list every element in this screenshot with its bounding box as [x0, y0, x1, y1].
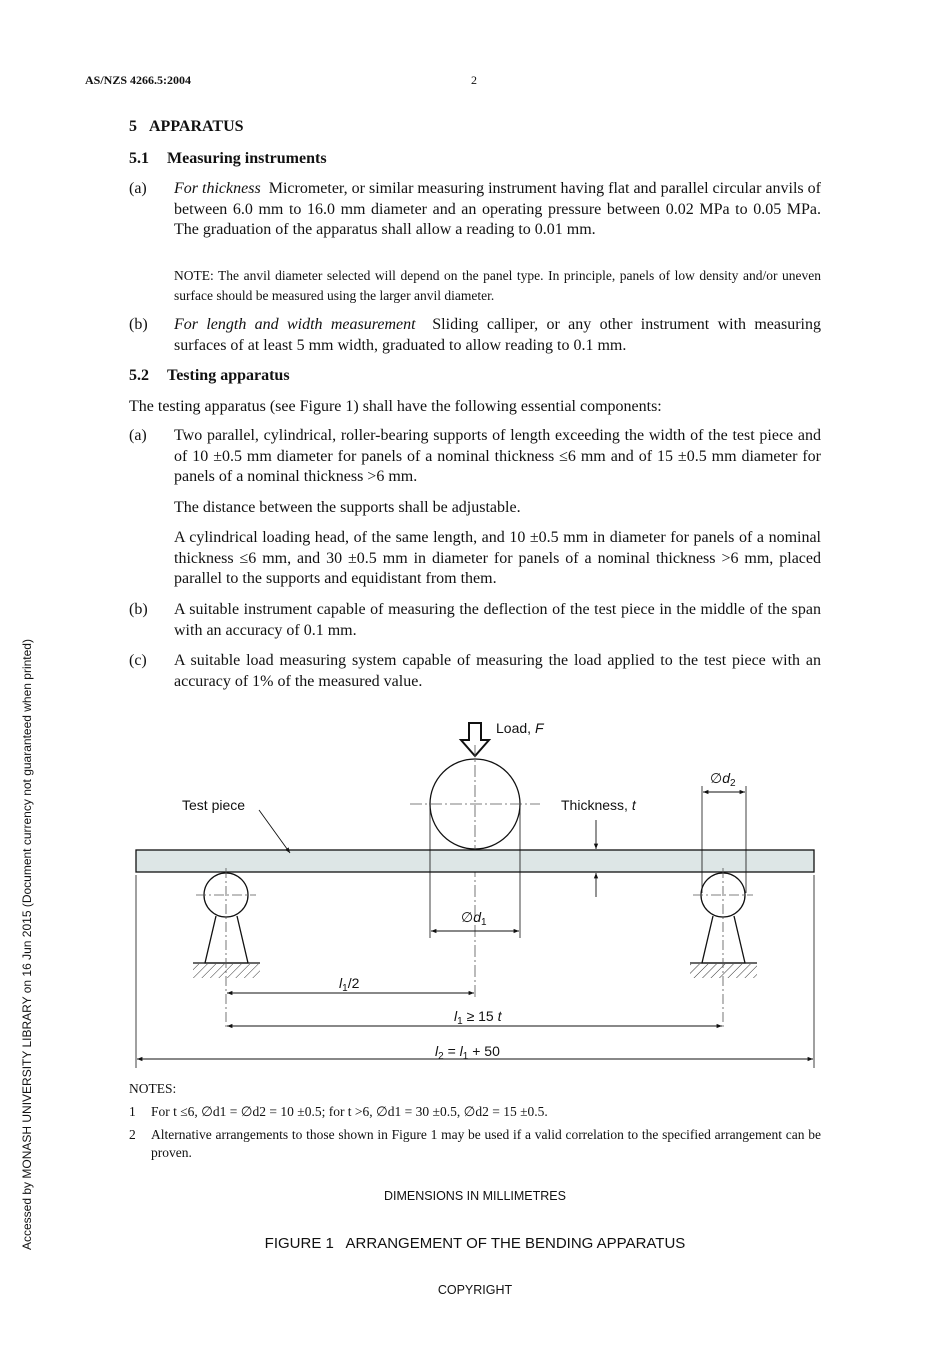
- d2-label: $\emptyset d_2$: [710, 770, 736, 789]
- subsection-number: 5.1: [129, 150, 149, 167]
- note-text: Alternative arrangements to those shown in Figure 1 may be used if a valid correlation to the specified arrangement can be proven.: [151, 1127, 821, 1160]
- item-paragraph: Two parallel, cylindrical, roller-bearing supports of length exceeding the width of the test piece and of 10 ±0.5 mm diameter for panels of a nominal thickness ≤6 mm and of 15 ±0.5 mm diameter for panels of a nominal thickness >6 mm.: [174, 427, 821, 485]
- list-label: (a): [129, 180, 147, 197]
- item-paragraph: A cylindrical loading head, of the same length, and 10 ±0.5 mm in diameter for panels of a nominal thickness ≤6 mm, and 30 ±0.5 mm in diameter for panels of a nominal thickness >6 mm, placed parallel to the supports and equidistant from them.: [174, 529, 821, 587]
- copyright-footer: COPYRIGHT: [437, 1283, 513, 1297]
- load-label: Load, F: [496, 720, 544, 736]
- dimensions-note: DIMENSIONS IN MILLIMETRES: [384, 1189, 566, 1203]
- d1-label: $\emptyset d_1$: [461, 909, 487, 928]
- item-text: A suitable instrument capable of measuring the deflection of the test piece in the middle of the span with an accuracy of 0.1 mm.: [174, 601, 821, 639]
- figure-note-1: [129, 1103, 821, 1121]
- figure-note-2: [129, 1126, 821, 1162]
- list-label: (b): [129, 316, 148, 333]
- list-label: (c): [129, 652, 147, 669]
- left-support: [193, 873, 260, 978]
- item-text: Sliding calliper, or any other instrument with measuring surfaces of at least 5 mm width, graduated to allow reading to 0.1 mm.: [174, 316, 822, 354]
- subsection-title: Measuring instruments: [167, 150, 327, 167]
- half-span-label: $l_1/2$: [339, 975, 360, 994]
- figure-caption: FIGURE 1 ARRANGEMENT OF THE BENDING APPARATUS: [264, 1235, 686, 1252]
- right-support: [690, 873, 757, 978]
- notes-heading: NOTES:: [129, 1081, 177, 1096]
- access-watermark: Accessed by MONASH UNIVERSITY LIBRARY on 16 Jun 2015 (Document currency not guaranteed when printed): [20, 639, 34, 1250]
- span-label: $l_1 \ge 15$ t: [454, 1008, 502, 1027]
- test-piece: [136, 850, 814, 872]
- subsection-title: Testing apparatus: [167, 367, 290, 384]
- thickness-label: Thickness, t: [561, 797, 636, 813]
- item-paragraph: The distance between the supports shall be adjustable.: [174, 498, 521, 516]
- testing-intro: The testing apparatus (see Figure 1) shall have the following essential components:: [129, 398, 662, 415]
- page-number: 2: [471, 73, 477, 87]
- length-label: $l_2 = l_1 + 50$: [435, 1043, 500, 1062]
- note-text: For t ≤6, ∅d1 = ∅d2 = 10 ±0.5; for t >6, ∅d1 = 30 ±0.5, ∅d2 = 15 ±0.5.: [151, 1104, 548, 1119]
- subsection-number: 5.2: [129, 367, 149, 384]
- section-number: 5: [129, 118, 137, 135]
- note-number: 2: [129, 1127, 136, 1142]
- item-text: Micrometer, or similar measuring instrument having flat and parallel circular anvils of between 6.0 mm to 16.0 mm diameter and an operating pressure between 0.02 MPa to 0.05 MPa. The graduation of the apparatus shall allow a reading to 0.01 mm.: [174, 180, 821, 238]
- item-text: A suitable load measuring system capable of measuring the load applied to the test piece with an accuracy of 1% of the measured value.: [174, 652, 821, 690]
- item-lead: For length and width measurement: [174, 316, 416, 333]
- test-piece-label: Test piece: [182, 797, 246, 813]
- list-label: (a): [129, 427, 147, 444]
- item-lead: For thickness: [174, 180, 261, 197]
- standard-number: AS/NZS 4266.5:2004: [85, 73, 192, 87]
- anvil-note: NOTE: The anvil diameter selected will depend on the panel type. In principle, panels of low density and/or uneven surface should be measured using the larger anvil diameter.: [174, 268, 821, 303]
- list-label: (b): [129, 601, 148, 618]
- section-title: APPARATUS: [149, 118, 244, 135]
- note-number: 1: [129, 1104, 136, 1119]
